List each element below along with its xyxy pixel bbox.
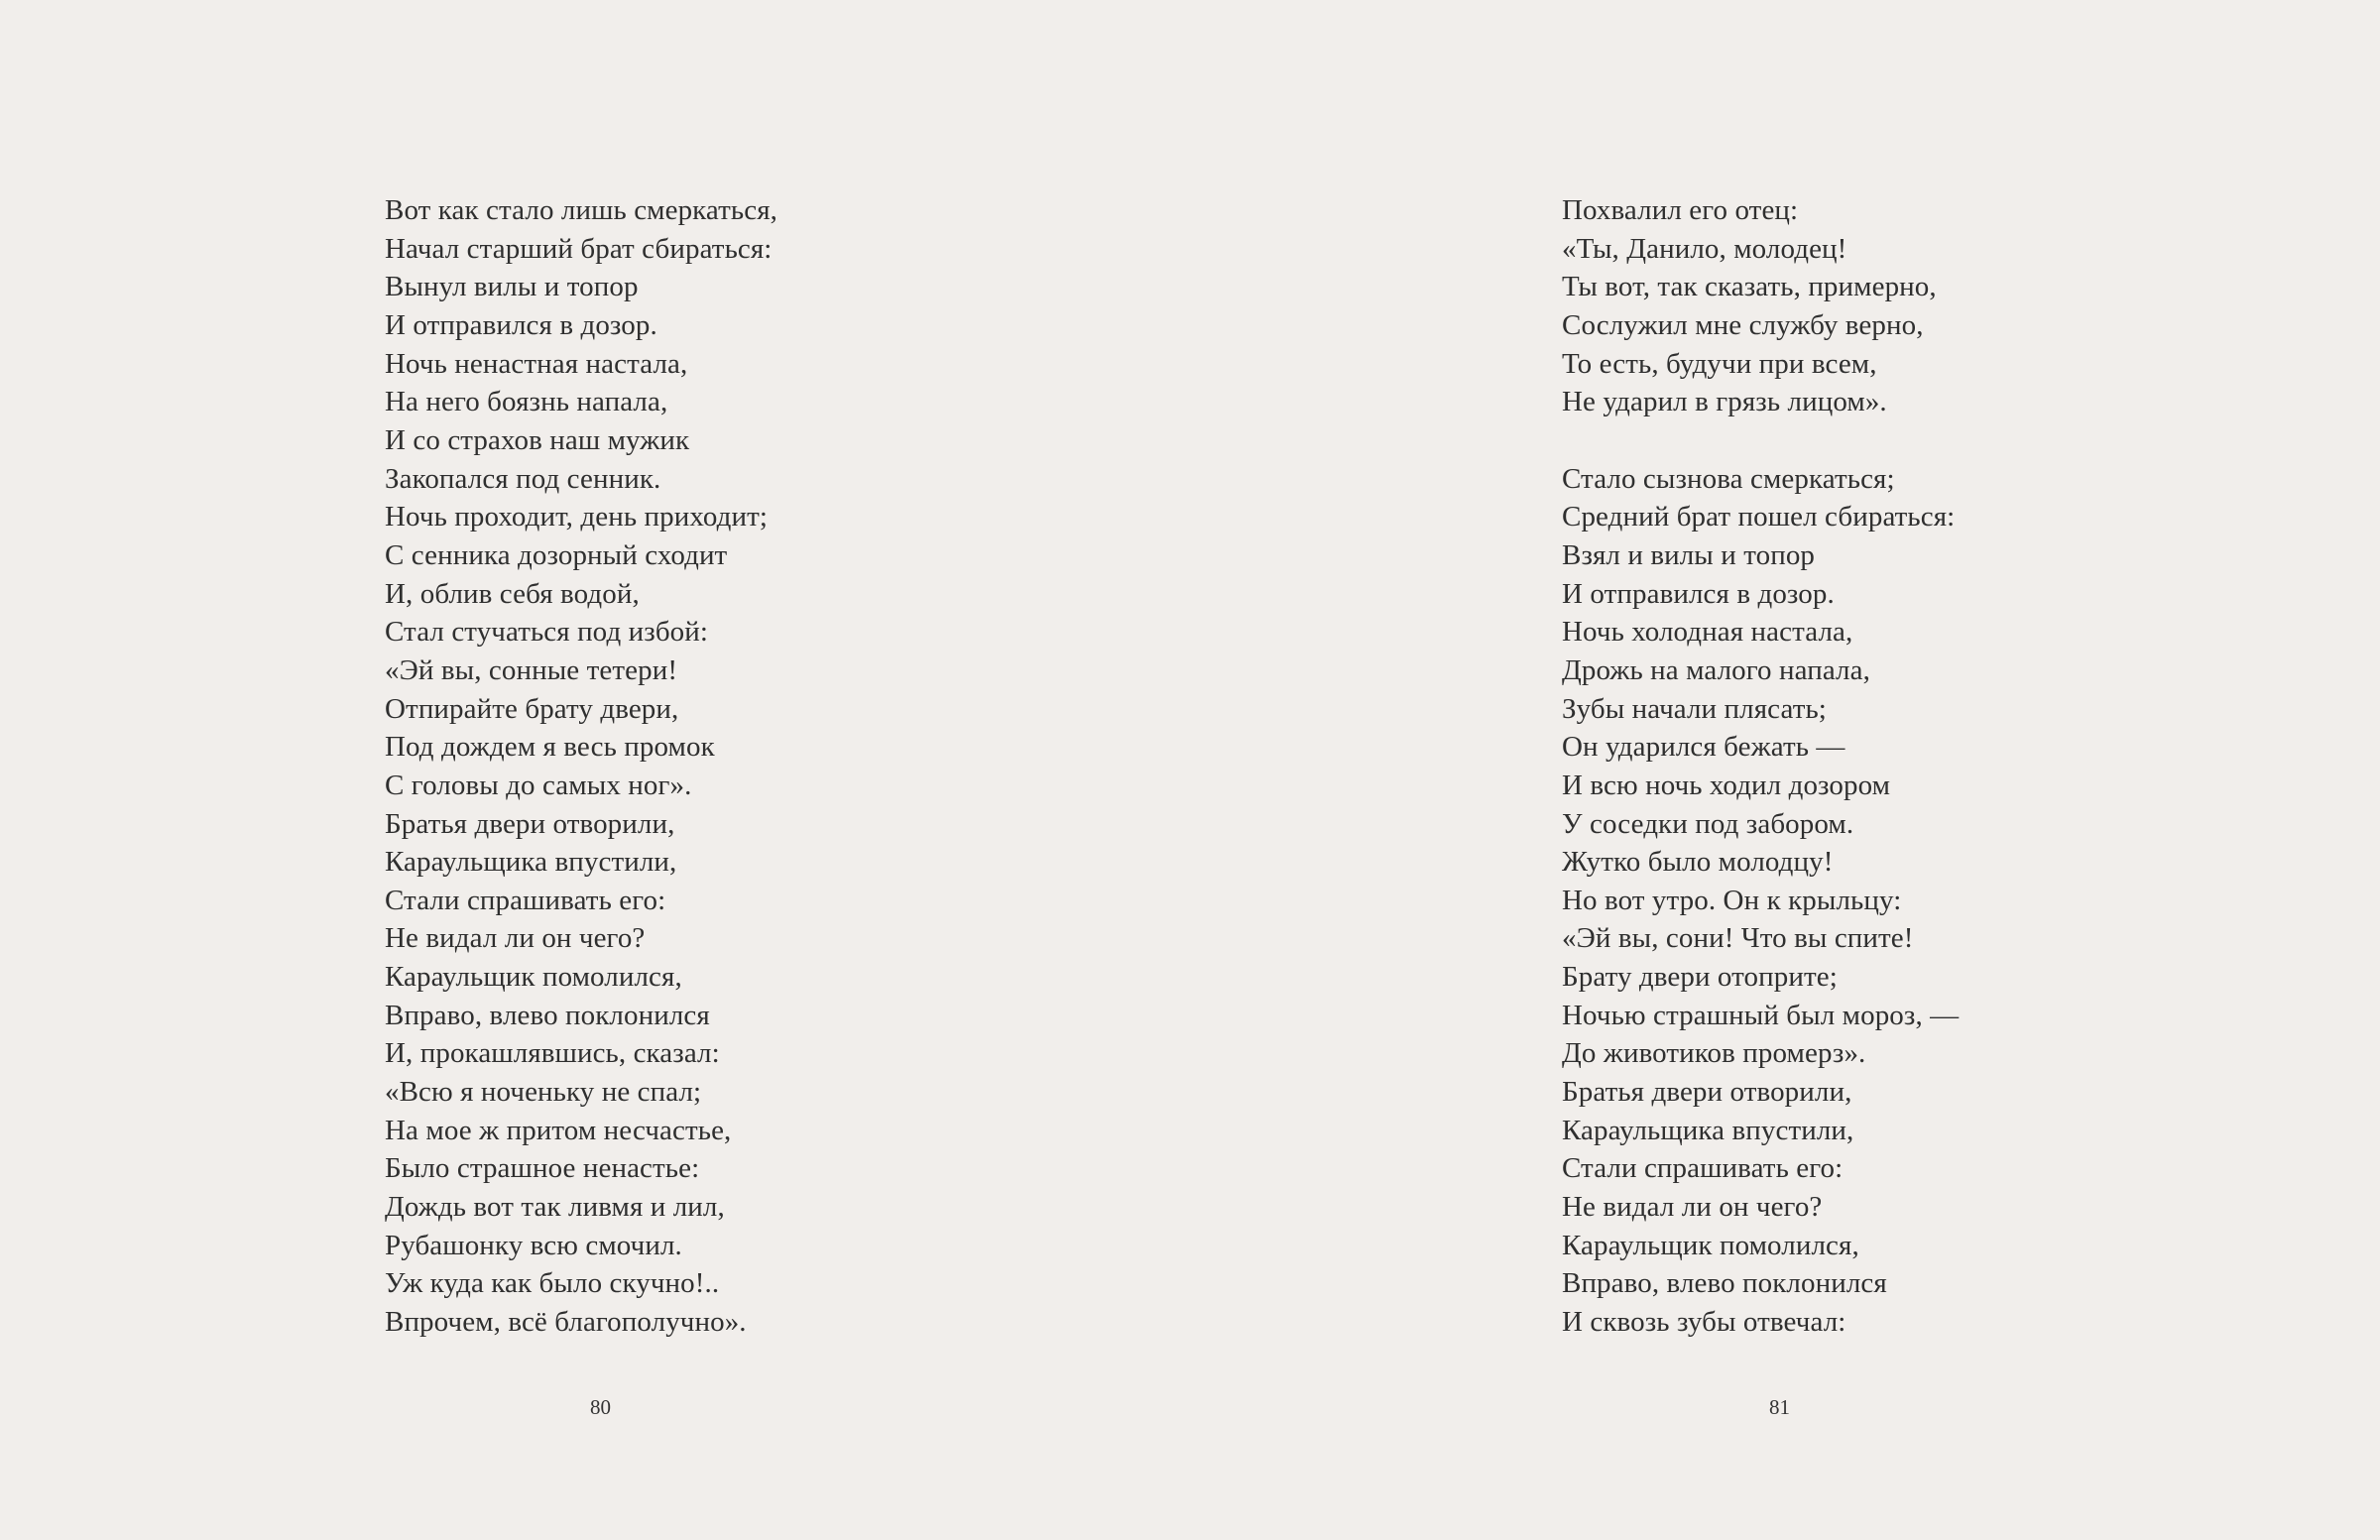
verse-line: Караульщика впустили, [385, 846, 677, 879]
verse-line: «Всю я ноченьку не спал; [385, 1076, 702, 1109]
verse-line: Вправо, влево поклонился [385, 999, 710, 1031]
verse-line: Брату двери отоприте; [1562, 961, 1838, 994]
verse-line: Дрожь на малого напала, [1562, 653, 1870, 686]
verse-line: И со страхов наш мужик [385, 423, 690, 456]
verse-line: С сенника дозорный сходит [385, 538, 728, 571]
verse-line: И всю ночь ходил дозором [1562, 769, 1891, 801]
verse-line: Караульщик помолился, [385, 961, 682, 994]
verse-line: Зубы начали плясать; [1562, 692, 1827, 725]
verse-block-right [1562, 191, 1959, 1342]
verse-line: Братья двери отворили, [385, 807, 675, 840]
verse-line: Вынул вилы и топор [385, 271, 639, 303]
verse-line: Ночь проходит, день приходит; [385, 501, 769, 533]
verse-line: Но вот утро. Он к крыльцу: [1562, 884, 1902, 916]
verse-line: Закопался под сенник. [385, 462, 661, 495]
verse-line: У соседки под забором. [1562, 807, 1854, 840]
verse-line: Братья двери отворили, [1562, 1076, 1852, 1109]
verse-line: Стал стучаться под избой: [385, 616, 709, 649]
verse-line: На него боязнь напала, [385, 386, 668, 418]
verse-line: На мое ж притом несчастье, [385, 1114, 732, 1146]
verse-block-left [385, 191, 777, 1342]
verse-line: Ночь холодная настала, [1562, 616, 1853, 649]
verse-line: Вправо, влево поклонился [1562, 1267, 1887, 1300]
verse-line: Средний брат пошел сбираться: [1562, 501, 1956, 533]
verse-line: Не видал ли он чего? [1562, 1191, 1823, 1224]
verse-line: Караульщика впустили, [1562, 1114, 1854, 1146]
verse-line: Он ударился бежать — [1562, 731, 1845, 764]
verse-line: Ты вот, так сказать, примерно, [1562, 271, 1937, 303]
verse-line: То есть, будучи при всем, [1562, 347, 1877, 380]
verse-line: Дождь вот так ливмя и лил, [385, 1191, 725, 1224]
verse-line: Жутко было молодцу! [1562, 846, 1834, 879]
verse-line: И отправился в дозор. [1562, 577, 1835, 610]
page-number-left: 80 [590, 1395, 611, 1419]
verse-line: Сослужил мне службу верно, [1562, 308, 1924, 341]
verse-line: С головы до самых ног». [385, 769, 692, 801]
verse-line: Не ударил в грязь лицом». [1562, 386, 1887, 418]
verse-line: Стало сызнова смеркаться; [1562, 462, 1895, 495]
verse-line: Взял и вилы и топор [1562, 538, 1816, 571]
verse-line: И, облив себя водой, [385, 577, 640, 610]
verse-line: И сквозь зубы отвечал: [1562, 1306, 1846, 1339]
verse-line: «Эй вы, сони! Что вы спите! [1562, 922, 1914, 955]
verse-line: Не видал ли он чего? [385, 922, 646, 955]
verse-line: Вот как стало лишь смеркаться, [385, 194, 778, 226]
verse-line: Уж куда как было скучно!.. [385, 1267, 720, 1300]
page-number-right: 81 [1769, 1395, 1790, 1419]
verse-line: И, прокашлявшись, сказал: [385, 1037, 720, 1070]
verse-line: Стали спрашивать его: [385, 884, 666, 916]
verse-line: Ночью страшный был мороз, — [1562, 999, 1960, 1031]
verse-line: Стали спрашивать его: [1562, 1152, 1844, 1185]
verse-line: «Эй вы, сонные тетери! [385, 653, 678, 686]
right-page [1190, 0, 2380, 1540]
stanza-break [1562, 421, 1959, 460]
verse-line: Похвалил его отец: [1562, 194, 1799, 226]
verse-line: Начал старший брат сбираться: [385, 232, 773, 265]
verse-line: До животиков промерз». [1562, 1037, 1866, 1070]
verse-line: И отправился в дозор. [385, 308, 657, 341]
verse-line: Было страшное ненастье: [385, 1152, 700, 1185]
verse-line: Под дождем я весь промок [385, 731, 715, 764]
verse-line: Рубашонку всю смочил. [385, 1229, 682, 1261]
verse-line: Ночь ненастная настала, [385, 347, 688, 380]
verse-line: Впрочем, всё благополучно». [385, 1306, 747, 1339]
verse-line: «Ты, Данило, молодец! [1562, 232, 1847, 265]
verse-line: Караульщик помолился, [1562, 1229, 1859, 1261]
verse-line: Отпирайте брату двери, [385, 692, 679, 725]
